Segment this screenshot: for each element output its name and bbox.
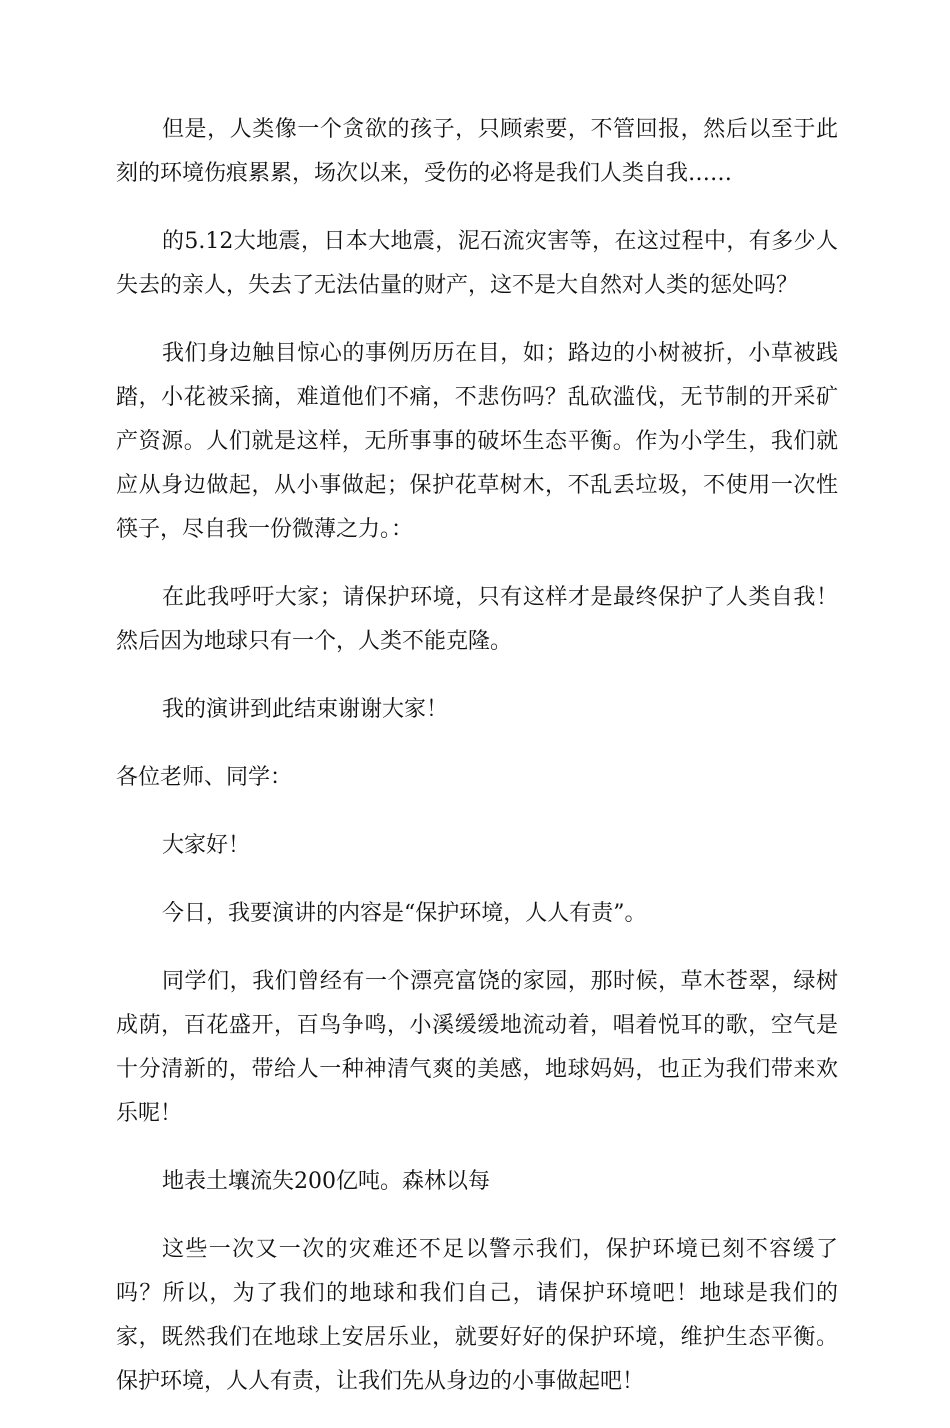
paragraph-5: 我的演讲到此结束谢谢大家！ <box>162 697 449 722</box>
greeting: 大家好！ <box>162 833 251 858</box>
paragraph-9: 同学们，我们曾经有一个漂亮富饶的家园，那时候，草木苍翠，绿树成荫，百花盛开，百鸟争鸣，小溪缓缓地流动着，唱着悦耳的歌，空气是十分清新的，带给人一种神清气爽的美感，地球妈妈，也正为我们带来欢乐呢！ <box>116 969 838 1126</box>
paragraph-4: 在此我呼吁大家；请保护环境，只有这样才是最终保护了人类自我！然后因为地球只有一个，人类不能克隆。 <box>116 585 838 654</box>
paragraph-topic: 今日，我要演讲的内容是“保护环境，人人有责”。 <box>162 901 647 926</box>
paragraph-1: 但是，人类像一个贪欲的孩子，只顾索要，不管回报，然后以至于此刻的环境伤痕累累，场次以来，受伤的必将是我们人类自我…… <box>116 117 838 186</box>
salutation: 各位老师、同学： <box>116 765 293 790</box>
paragraph-10: 地表土壤流失200亿吨。森林以每 <box>162 1169 490 1194</box>
paragraph-3: 我们身边触目惊心的事例历历在目，如；路边的小树被折，小草被践踏，小花被采摘，难道他们不痛，不悲伤吗？乱砍滥伐，无节制的开采矿产资源。人们就是这样，无所事事的破坏生态平衡。作为小学生，我们就应从身边做起，从小事做起；保护花草树木，不乱丢垃圾，不使用一次性筷子，尽自我一份微薄之力。： <box>116 341 838 542</box>
document-body <box>116 108 838 1428</box>
paragraph-11: 这些一次又一次的灾难还不足以警示我们，保护环境已刻不容缓了吗？所以，为了我们的地球和我们自己，请保护环境吧！地球是我们的家，既然我们在地球上安居乐业，就要好好的保护环境，维护生态平衡。保护环境，人人有责，让我们先从身边的小事做起吧！ <box>116 1237 838 1394</box>
paragraph-2: 的5.12大地震，日本大地震，泥石流灾害等，在这过程中，有多少人失去的亲人，失去了无法估量的财产，这不是大自然对人类的惩处吗？ <box>116 229 838 298</box>
